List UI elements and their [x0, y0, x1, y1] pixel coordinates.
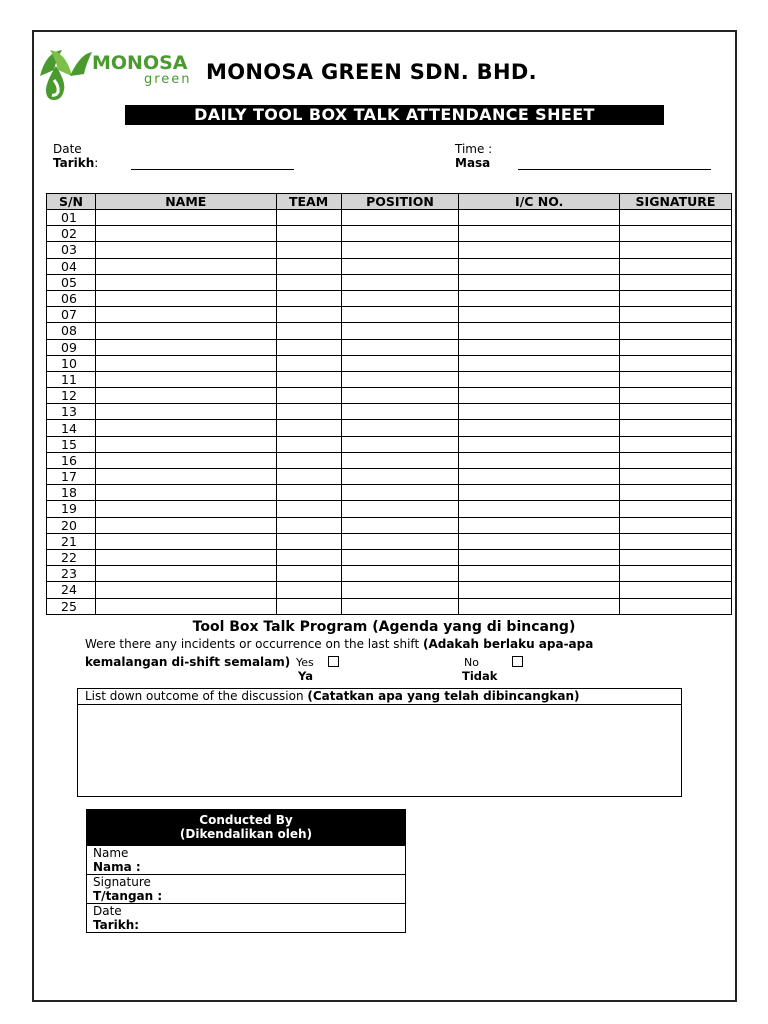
cell-name[interactable] — [95, 485, 276, 501]
cell-sn: 23 — [47, 566, 96, 582]
table-row — [47, 582, 732, 598]
cell-sn: 13 — [47, 404, 96, 420]
cell-position[interactable] — [341, 274, 459, 290]
conducted-signature-label-en: Signature — [93, 875, 151, 889]
cell-signature[interactable] — [620, 290, 732, 306]
cell-signature[interactable] — [620, 566, 732, 582]
cell-team[interactable] — [276, 452, 341, 468]
table-row — [47, 290, 732, 306]
no-label-en: No — [464, 656, 479, 669]
leaf-drop-icon — [36, 46, 96, 102]
cell-sn: 04 — [47, 258, 96, 274]
cell-name[interactable] — [95, 436, 276, 452]
cell-position[interactable] — [341, 533, 459, 549]
cell-name[interactable] — [95, 355, 276, 371]
yes-label-my: Ya — [298, 669, 314, 683]
cell-signature[interactable] — [620, 533, 732, 549]
cell-name[interactable] — [95, 598, 276, 614]
cell-ic-no[interactable] — [459, 598, 620, 614]
cell-position[interactable] — [341, 404, 459, 420]
cell-team[interactable] — [276, 210, 341, 226]
col-header-signature: SIGNATURE — [620, 194, 732, 210]
cell-ic-no[interactable] — [459, 469, 620, 485]
cell-position[interactable] — [341, 582, 459, 598]
cell-name[interactable] — [95, 533, 276, 549]
cell-ic-no[interactable] — [459, 533, 620, 549]
cell-ic-no[interactable] — [459, 323, 620, 339]
table-row — [47, 388, 732, 404]
cell-name[interactable] — [95, 323, 276, 339]
cell-position[interactable] — [341, 307, 459, 323]
cell-team[interactable] — [276, 598, 341, 614]
cell-ic-no[interactable] — [459, 436, 620, 452]
cell-ic-no[interactable] — [459, 566, 620, 582]
cell-name[interactable] — [95, 274, 276, 290]
cell-ic-no[interactable] — [459, 307, 620, 323]
company-logo — [36, 46, 196, 102]
cell-sn: 06 — [47, 290, 96, 306]
cell-position[interactable] — [341, 452, 459, 468]
cell-position[interactable] — [341, 485, 459, 501]
cell-position[interactable] — [341, 339, 459, 355]
cell-name[interactable] — [95, 501, 276, 517]
cell-team[interactable] — [276, 469, 341, 485]
cell-position[interactable] — [341, 242, 459, 258]
cell-signature[interactable] — [620, 371, 732, 387]
cell-team[interactable] — [276, 420, 341, 436]
cell-ic-no[interactable] — [459, 258, 620, 274]
time-label — [455, 142, 492, 170]
cell-signature[interactable] — [620, 469, 732, 485]
cell-sn: 11 — [47, 371, 96, 387]
col-header-position: POSITION — [341, 194, 459, 210]
cell-ic-no[interactable] — [459, 242, 620, 258]
conducted-by-title-my: (Dikendalikan oleh) — [179, 827, 313, 841]
cell-name[interactable] — [95, 226, 276, 242]
cell-signature[interactable] — [620, 404, 732, 420]
cell-position[interactable] — [341, 388, 459, 404]
conducted-by-title-en: Conducted By — [199, 813, 293, 827]
conducted-date-label-my: Tarikh: — [93, 918, 140, 932]
cell-name[interactable] — [95, 339, 276, 355]
table-row — [47, 501, 732, 517]
cell-signature[interactable] — [620, 436, 732, 452]
cell-sn: 25 — [47, 598, 96, 614]
col-header-team: TEAM — [276, 194, 341, 210]
yes-label-en: Yes — [296, 656, 314, 669]
incident-question-line-2 — [85, 655, 290, 669]
cell-ic-no[interactable] — [459, 290, 620, 306]
conducted-signature-row[interactable] — [87, 874, 405, 903]
cell-position[interactable] — [341, 371, 459, 387]
cell-team[interactable] — [276, 582, 341, 598]
cell-sn: 14 — [47, 420, 96, 436]
cell-name[interactable] — [95, 258, 276, 274]
cell-sn: 15 — [47, 436, 96, 452]
col-header-name: NAME — [95, 194, 276, 210]
cell-team[interactable] — [276, 436, 341, 452]
table-row — [47, 258, 732, 274]
cell-sn: 16 — [47, 452, 96, 468]
cell-name[interactable] — [95, 566, 276, 582]
cell-signature[interactable] — [620, 452, 732, 468]
cell-position[interactable] — [341, 517, 459, 533]
cell-team[interactable] — [276, 274, 341, 290]
cell-sn: 21 — [47, 533, 96, 549]
cell-signature[interactable] — [620, 517, 732, 533]
conducted-signature-label-my: T/tangan : — [93, 889, 163, 903]
table-row — [47, 242, 732, 258]
cell-signature[interactable] — [620, 549, 732, 565]
date-colon: : — [94, 156, 99, 170]
cell-name[interactable] — [95, 469, 276, 485]
cell-ic-no[interactable] — [459, 452, 620, 468]
table-row — [47, 469, 732, 485]
cell-name[interactable] — [95, 420, 276, 436]
cell-signature[interactable] — [620, 274, 732, 290]
table-row — [47, 452, 732, 468]
table-row — [47, 533, 732, 549]
cell-sn: 19 — [47, 501, 96, 517]
cell-team[interactable] — [276, 242, 341, 258]
cell-name[interactable] — [95, 388, 276, 404]
cell-signature[interactable] — [620, 210, 732, 226]
cell-position[interactable] — [341, 598, 459, 614]
cell-name[interactable] — [95, 371, 276, 387]
table-row — [47, 598, 732, 614]
cell-name[interactable] — [95, 307, 276, 323]
date-input-line[interactable] — [131, 169, 294, 170]
incident-question-line-1 — [85, 637, 593, 651]
cell-sn: 10 — [47, 355, 96, 371]
outcome-label-my: (Catatkan apa yang telah dibincangkan) — [307, 689, 580, 703]
cell-position[interactable] — [341, 355, 459, 371]
conducted-by-box — [86, 809, 406, 933]
cell-sn: 08 — [47, 323, 96, 339]
cell-team[interactable] — [276, 501, 341, 517]
col-header-ic-no: I/C NO. — [459, 194, 620, 210]
cell-position[interactable] — [341, 549, 459, 565]
cell-signature[interactable] — [620, 388, 732, 404]
table-header-row — [47, 194, 732, 210]
yes-checkbox[interactable] — [328, 656, 339, 667]
cell-sn: 18 — [47, 485, 96, 501]
conducted-by-header — [87, 810, 405, 845]
cell-ic-no[interactable] — [459, 210, 620, 226]
cell-sn: 07 — [47, 307, 96, 323]
table-row — [47, 436, 732, 452]
sheet-title: DAILY TOOL BOX TALK ATTENDANCE SHEET — [125, 105, 664, 125]
cell-ic-no[interactable] — [459, 549, 620, 565]
cell-name[interactable] — [95, 582, 276, 598]
cell-team[interactable] — [276, 388, 341, 404]
cell-signature[interactable] — [620, 501, 732, 517]
col-header-sn: S/N — [47, 194, 96, 210]
cell-ic-no[interactable] — [459, 339, 620, 355]
cell-name[interactable] — [95, 210, 276, 226]
outcome-label-en: List down outcome of the discussion — [85, 689, 308, 703]
cell-signature[interactable] — [620, 582, 732, 598]
time-label-en: Time : — [455, 142, 493, 156]
cell-name[interactable] — [95, 290, 276, 306]
cell-sn: 03 — [47, 242, 96, 258]
cell-position[interactable] — [341, 501, 459, 517]
cell-sn: 17 — [47, 469, 96, 485]
incident-question-my-1: (Adakah berlaku apa-apa — [422, 637, 594, 651]
no-label-my: Tidak — [462, 669, 498, 683]
cell-sn: 05 — [47, 274, 96, 290]
cell-signature[interactable] — [620, 258, 732, 274]
table-row — [47, 323, 732, 339]
time-label-my: Masa — [455, 156, 491, 170]
cell-team[interactable] — [276, 371, 341, 387]
table-row — [47, 517, 732, 533]
company-name: MONOSA GREEN SDN. BHD. — [206, 60, 537, 84]
attendance-table — [46, 193, 732, 615]
cell-sn: 22 — [47, 549, 96, 565]
cell-sn: 01 — [47, 210, 96, 226]
cell-signature[interactable] — [620, 226, 732, 242]
cell-ic-no[interactable] — [459, 388, 620, 404]
cell-position[interactable] — [341, 210, 459, 226]
conducted-date-row[interactable] — [87, 903, 405, 932]
cell-ic-no[interactable] — [459, 404, 620, 420]
cell-position[interactable] — [341, 226, 459, 242]
date-label-my: Tarikh — [53, 156, 95, 170]
table-row — [47, 404, 732, 420]
cell-ic-no[interactable] — [459, 371, 620, 387]
table-row — [47, 420, 732, 436]
cell-team[interactable] — [276, 307, 341, 323]
table-row — [47, 226, 732, 242]
incident-question-en: Were there any incidents or occurrence on the last shift — [85, 637, 423, 651]
cell-ic-no[interactable] — [459, 501, 620, 517]
cell-name[interactable] — [95, 452, 276, 468]
cell-ic-no[interactable] — [459, 517, 620, 533]
cell-ic-no[interactable] — [459, 355, 620, 371]
table-row — [47, 371, 732, 387]
table-row — [47, 549, 732, 565]
date-label-en: Date — [53, 142, 82, 156]
cell-team[interactable] — [276, 339, 341, 355]
table-row — [47, 339, 732, 355]
cell-signature[interactable] — [620, 598, 732, 614]
cell-signature[interactable] — [620, 307, 732, 323]
incident-question-my-2: kemalangan di-shift semalam) — [85, 655, 291, 669]
cell-position[interactable] — [341, 290, 459, 306]
table-row — [47, 274, 732, 290]
cell-position[interactable] — [341, 258, 459, 274]
cell-signature[interactable] — [620, 323, 732, 339]
logo-text-sub: green — [144, 72, 192, 87]
cell-sn: 20 — [47, 517, 96, 533]
table-row — [47, 566, 732, 582]
table-row — [47, 355, 732, 371]
cell-team[interactable] — [276, 485, 341, 501]
conducted-date-label-en: Date — [93, 904, 122, 918]
cell-sn: 02 — [47, 226, 96, 242]
cell-team[interactable] — [276, 404, 341, 420]
cell-team[interactable] — [276, 533, 341, 549]
cell-signature[interactable] — [620, 242, 732, 258]
cell-ic-no[interactable] — [459, 420, 620, 436]
cell-signature[interactable] — [620, 355, 732, 371]
conducted-name-label-my: Nama : — [93, 860, 141, 874]
cell-ic-no[interactable] — [459, 274, 620, 290]
table-row — [47, 307, 732, 323]
cell-position[interactable] — [341, 323, 459, 339]
cell-team[interactable] — [276, 290, 341, 306]
cell-team[interactable] — [276, 355, 341, 371]
cell-position[interactable] — [341, 436, 459, 452]
program-title: Tool Box Talk Program (Agenda yang di bincang) — [192, 619, 576, 635]
cell-ic-no[interactable] — [459, 582, 620, 598]
cell-signature[interactable] — [620, 485, 732, 501]
cell-sn: 09 — [47, 339, 96, 355]
cell-position[interactable] — [341, 420, 459, 436]
cell-name[interactable] — [95, 517, 276, 533]
cell-position[interactable] — [341, 566, 459, 582]
no-checkbox[interactable] — [512, 656, 523, 667]
cell-team[interactable] — [276, 517, 341, 533]
cell-sn: 24 — [47, 582, 96, 598]
logo-text-main: MONOSA — [92, 52, 188, 74]
cell-team[interactable] — [276, 549, 341, 565]
conducted-name-label-en: Name — [93, 846, 129, 860]
cell-team[interactable] — [276, 226, 341, 242]
cell-position[interactable] — [341, 469, 459, 485]
cell-name[interactable] — [95, 242, 276, 258]
cell-sn: 12 — [47, 388, 96, 404]
outcome-box[interactable] — [77, 688, 682, 797]
table-row — [47, 210, 732, 226]
conducted-name-row[interactable] — [87, 845, 405, 874]
cell-team[interactable] — [276, 566, 341, 582]
cell-ic-no[interactable] — [459, 485, 620, 501]
cell-ic-no[interactable] — [459, 226, 620, 242]
cell-team[interactable] — [276, 323, 341, 339]
date-label — [53, 142, 98, 170]
cell-name[interactable] — [95, 549, 276, 565]
time-input-line[interactable] — [518, 169, 711, 170]
cell-signature[interactable] — [620, 339, 732, 355]
cell-team[interactable] — [276, 258, 341, 274]
table-row — [47, 485, 732, 501]
outcome-header — [78, 689, 681, 705]
cell-name[interactable] — [95, 404, 276, 420]
cell-signature[interactable] — [620, 420, 732, 436]
